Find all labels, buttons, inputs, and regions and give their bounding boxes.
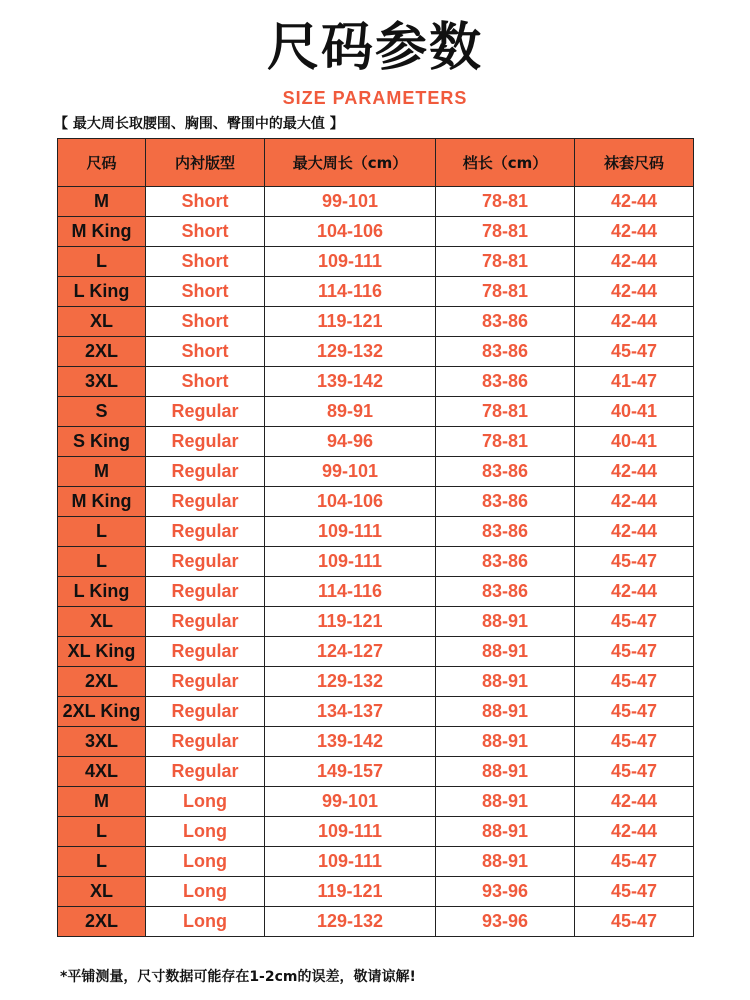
cell-liner-type: Long [146,847,265,877]
cell-size: 4XL [58,757,146,787]
cell-rise-length: 88-91 [436,607,575,637]
cell-size: XL [58,607,146,637]
table-row [58,337,694,367]
table-row [58,217,694,247]
table-row [58,517,694,547]
cell-sock-size: 42-44 [575,277,694,307]
cell-max-circumference: 129-132 [265,337,436,367]
header-size: 尺码 [58,139,146,187]
cell-sock-size: 45-47 [575,637,694,667]
cell-liner-type: Long [146,907,265,937]
cell-max-circumference: 134-137 [265,697,436,727]
cell-rise-length: 93-96 [436,907,575,937]
cell-liner-type: Short [146,307,265,337]
cell-rise-length: 88-91 [436,817,575,847]
cell-liner-type: Short [146,217,265,247]
table-row [58,877,694,907]
cell-rise-length: 83-86 [436,547,575,577]
cell-rise-length: 78-81 [436,217,575,247]
cell-max-circumference: 129-132 [265,907,436,937]
cell-size: L [58,547,146,577]
cell-rise-length: 88-91 [436,787,575,817]
cell-rise-length: 88-91 [436,637,575,667]
cell-max-circumference: 129-132 [265,667,436,697]
cell-max-circumference: 149-157 [265,757,436,787]
table-row [58,757,694,787]
table-row [58,277,694,307]
cell-size: M [58,187,146,217]
cell-liner-type: Regular [146,667,265,697]
cell-sock-size: 45-47 [575,847,694,877]
cell-sock-size: 42-44 [575,577,694,607]
cell-rise-length: 78-81 [436,397,575,427]
cell-liner-type: Regular [146,487,265,517]
cell-sock-size: 45-47 [575,337,694,367]
cell-liner-type: Short [146,337,265,367]
table-row [58,367,694,397]
cell-rise-length: 88-91 [436,757,575,787]
cell-sock-size: 42-44 [575,247,694,277]
cell-sock-size: 42-44 [575,457,694,487]
table-row [58,817,694,847]
cell-liner-type: Regular [146,727,265,757]
cell-max-circumference: 139-142 [265,727,436,757]
table-row [58,697,694,727]
cell-max-circumference: 109-111 [265,547,436,577]
cell-max-circumference: 99-101 [265,457,436,487]
cell-sock-size: 45-47 [575,607,694,637]
cell-rise-length: 83-86 [436,487,575,517]
cell-size: M King [58,487,146,517]
cell-liner-type: Regular [146,517,265,547]
table-row [58,487,694,517]
cell-liner-type: Regular [146,547,265,577]
cell-size: L King [58,577,146,607]
table-row [58,607,694,637]
cell-rise-length: 83-86 [436,577,575,607]
cell-max-circumference: 109-111 [265,847,436,877]
cell-size: L [58,247,146,277]
cell-liner-type: Long [146,817,265,847]
cell-sock-size: 42-44 [575,817,694,847]
cell-max-circumference: 124-127 [265,637,436,667]
cell-size: L King [58,277,146,307]
cell-liner-type: Regular [146,637,265,667]
cell-sock-size: 42-44 [575,217,694,247]
cell-liner-type: Regular [146,457,265,487]
cell-size: 3XL [58,727,146,757]
cell-size: 2XL King [58,697,146,727]
cell-sock-size: 45-47 [575,727,694,757]
cell-sock-size: 42-44 [575,187,694,217]
cell-size: 3XL [58,367,146,397]
table-row [58,667,694,697]
table-row [58,187,694,217]
cell-max-circumference: 119-121 [265,307,436,337]
table-row [58,727,694,757]
cell-rise-length: 83-86 [436,457,575,487]
header-row [58,139,694,187]
cell-liner-type: Short [146,277,265,307]
cell-max-circumference: 139-142 [265,367,436,397]
cell-max-circumference: 109-111 [265,517,436,547]
table-row [58,307,694,337]
cell-max-circumference: 104-106 [265,217,436,247]
cell-size: M King [58,217,146,247]
cell-liner-type: Short [146,187,265,217]
cell-max-circumference: 114-116 [265,277,436,307]
cell-size: L [58,517,146,547]
cell-max-circumference: 119-121 [265,607,436,637]
header-max-circumference: 最大周长（cm） [265,139,436,187]
table-row [58,577,694,607]
cell-size: S [58,397,146,427]
cell-liner-type: Short [146,367,265,397]
cell-sock-size: 40-41 [575,397,694,427]
measurement-note: 【 最大周长取腰围、胸围、臀围中的最大值 】 [54,116,344,132]
cell-sock-size: 42-44 [575,517,694,547]
cell-sock-size: 45-47 [575,907,694,937]
table-row [58,457,694,487]
cell-size: S King [58,427,146,457]
header-rise-length: 档长（cm） [436,139,575,187]
table-row [58,847,694,877]
cell-sock-size: 45-47 [575,547,694,577]
cell-sock-size: 45-47 [575,697,694,727]
header-sock-size: 袜套尺码 [575,139,694,187]
cell-max-circumference: 89-91 [265,397,436,427]
cell-liner-type: Regular [146,757,265,787]
cell-size: XL King [58,637,146,667]
cell-liner-type: Long [146,877,265,907]
cell-max-circumference: 99-101 [265,187,436,217]
page-subtitle: SIZE PARAMETERS [282,88,468,108]
cell-size: 2XL [58,667,146,697]
cell-liner-type: Regular [146,397,265,427]
cell-sock-size: 40-41 [575,427,694,457]
cell-sock-size: 45-47 [575,757,694,787]
cell-max-circumference: 114-116 [265,577,436,607]
cell-max-circumference: 94-96 [265,427,436,457]
header-liner-type: 内衬版型 [146,139,265,187]
cell-rise-length: 88-91 [436,697,575,727]
cell-rise-length: 78-81 [436,427,575,457]
cell-sock-size: 41-47 [575,367,694,397]
cell-size: L [58,847,146,877]
cell-liner-type: Regular [146,427,265,457]
cell-rise-length: 78-81 [436,187,575,217]
tolerance-note: *平铺测量，尺寸数据可能存在1-2cm的误差，敬请谅解! [60,969,416,985]
table-row [58,247,694,277]
cell-liner-type: Regular [146,697,265,727]
cell-rise-length: 88-91 [436,847,575,877]
page-title: 尺码参数 [266,18,483,78]
table-row [58,787,694,817]
cell-sock-size: 42-44 [575,787,694,817]
cell-max-circumference: 99-101 [265,787,436,817]
size-table [57,138,694,937]
cell-liner-type: Regular [146,607,265,637]
cell-rise-length: 78-81 [436,277,575,307]
cell-size: M [58,457,146,487]
cell-rise-length: 83-86 [436,307,575,337]
cell-liner-type: Regular [146,577,265,607]
cell-rise-length: 88-91 [436,667,575,697]
cell-rise-length: 88-91 [436,727,575,757]
cell-sock-size: 42-44 [575,487,694,517]
cell-max-circumference: 109-111 [265,247,436,277]
table-row [58,427,694,457]
cell-max-circumference: 104-106 [265,487,436,517]
cell-rise-length: 83-86 [436,337,575,367]
size-table-header [58,139,694,187]
table-row [58,547,694,577]
cell-size: XL [58,307,146,337]
cell-rise-length: 83-86 [436,367,575,397]
size-table-body [58,187,694,937]
cell-liner-type: Long [146,787,265,817]
cell-max-circumference: 109-111 [265,817,436,847]
cell-rise-length: 83-86 [436,517,575,547]
cell-rise-length: 93-96 [436,877,575,907]
cell-liner-type: Short [146,247,265,277]
cell-max-circumference: 119-121 [265,877,436,907]
table-row [58,397,694,427]
cell-size: L [58,817,146,847]
table-row [58,637,694,667]
table-row [58,907,694,937]
cell-sock-size: 45-47 [575,667,694,697]
cell-size: 2XL [58,337,146,367]
cell-sock-size: 45-47 [575,877,694,907]
cell-size: M [58,787,146,817]
cell-rise-length: 78-81 [436,247,575,277]
cell-size: XL [58,877,146,907]
cell-size: 2XL [58,907,146,937]
cell-sock-size: 42-44 [575,307,694,337]
